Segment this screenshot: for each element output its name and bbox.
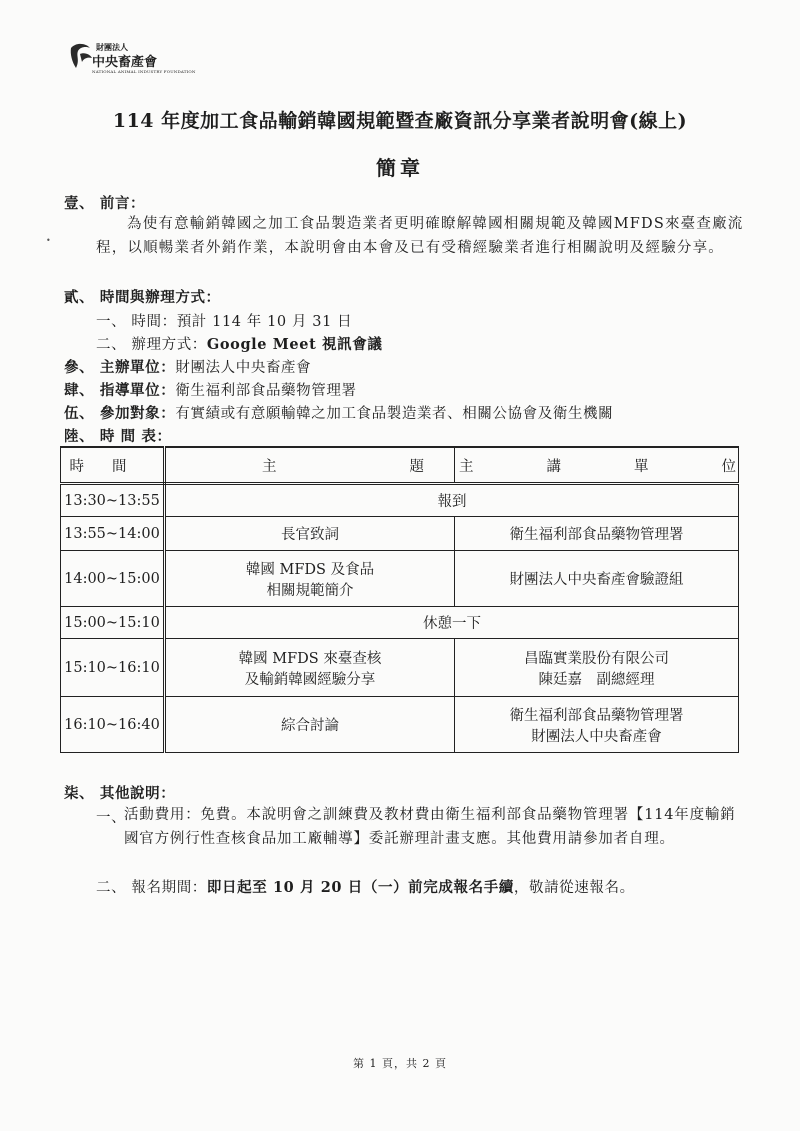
table-row bbox=[61, 484, 739, 517]
row-topic: 綜合討論 bbox=[165, 697, 455, 753]
row-merged: 報到 bbox=[165, 484, 739, 517]
row-topic: 韓國 MFDS 及食品 相關規範簡介 bbox=[165, 551, 455, 607]
section-1-heading: 壹、 前言： bbox=[64, 195, 146, 212]
section-2-item-2-label: 二、 辦理方式： bbox=[96, 337, 207, 353]
row-time: 13:55~14:00 bbox=[61, 517, 165, 551]
schedule-table bbox=[60, 446, 739, 753]
row-speaker: 昌臨實業股份有限公司 陳廷嘉 副總經理 bbox=[455, 639, 739, 697]
header-time: 時間 bbox=[61, 447, 165, 484]
row-speaker: 財團法人中央畜產會驗證組 bbox=[455, 551, 739, 607]
section-5-value: 有實績或有意願輸韓之加工食品製造業者、相關公協會及衛生機關 bbox=[175, 406, 614, 422]
row-time: 15:00~15:10 bbox=[61, 607, 165, 639]
section-1-body: 為使有意輸銷韓國之加工食品製造業者更明確瞭解韓國相關規範及韓國MFDS來臺查廠流程，以順暢業者外銷作業，本說明會由本會及已有受稽經驗業者進行相關說明及經驗分享。 bbox=[96, 216, 744, 256]
row-time: 16:10~16:40 bbox=[61, 697, 165, 753]
section-7-item-2 bbox=[96, 876, 635, 897]
section-7-heading: 柒、 其他說明： bbox=[64, 785, 176, 802]
row-time: 15:10~16:10 bbox=[61, 639, 165, 697]
header-topic: 主 題 bbox=[165, 447, 455, 484]
foundation-logo bbox=[68, 40, 196, 80]
section-7-item-2-note: ，敬請從速報名。 bbox=[513, 880, 635, 896]
section-6-heading: 陸、 時 間 表： bbox=[64, 428, 172, 445]
row-topic: 韓國 MFDS 來臺查核 及輸銷韓國經驗分享 bbox=[165, 639, 455, 697]
logo-line-2: 中央畜產會 bbox=[92, 55, 158, 70]
section-4-heading: 肆、 指導單位： bbox=[64, 382, 176, 399]
margin-dot: • bbox=[46, 236, 51, 245]
document-subtitle: 簡章 bbox=[376, 156, 424, 180]
row-speaker: 衛生福利部食品藥物管理署 財團法人中央畜產會 bbox=[455, 697, 739, 753]
logo-line-1: 財團法人 bbox=[96, 42, 128, 52]
row-time: 14:00~15:00 bbox=[61, 551, 165, 607]
section-4-value: 衛生福利部食品藥物管理署 bbox=[175, 383, 357, 399]
section-4 bbox=[64, 379, 357, 400]
table-row bbox=[61, 697, 739, 753]
section-3-heading: 參、 主辦單位： bbox=[64, 359, 176, 376]
section-7-item-1: 活動費用：免費。本說明會之訓練費及教材費由衛生福利部食品藥物管理署【114年度輸銷國官方例行性查核食品加工廠輔導】委託辦理計畫支應。其他費用請參加者自理。 bbox=[124, 807, 736, 847]
row-speaker: 衛生福利部食品藥物管理署 bbox=[455, 517, 739, 551]
document-title: 114 年度加工食品輸銷韓國規範暨查廠資訊分享業者說明會(線上) bbox=[112, 110, 688, 132]
table-row bbox=[61, 607, 739, 639]
section-2-item-1: 一、 時間：預計 114 年 10 月 31 日 bbox=[96, 314, 353, 330]
logo-emblem-icon bbox=[68, 42, 94, 72]
section-3-value: 財團法人中央畜產會 bbox=[175, 360, 312, 376]
section-7-item-2-deadline: 即日起至 10 月 20 日（一）前完成報名手續 bbox=[206, 879, 514, 896]
table-row bbox=[61, 517, 739, 551]
section-3 bbox=[64, 356, 311, 377]
schedule-header-row bbox=[61, 447, 739, 484]
section-2-item-2-value: Google Meet 視訊會議 bbox=[206, 336, 383, 353]
row-time: 13:30~13:55 bbox=[61, 484, 165, 517]
section-7-item-2-label: 二、 報名期間： bbox=[96, 880, 207, 896]
row-merged: 休憩一下 bbox=[165, 607, 739, 639]
section-2-item-2 bbox=[96, 333, 382, 354]
table-row bbox=[61, 639, 739, 697]
section-5 bbox=[64, 402, 613, 423]
section-5-heading: 伍、 參加對象： bbox=[64, 405, 176, 422]
row-topic: 長官致詞 bbox=[165, 517, 455, 551]
page-number: 第 1 頁，共 2 頁 bbox=[353, 1057, 447, 1070]
section-2-heading: 貳、 時間與辦理方式： bbox=[64, 289, 221, 306]
logo-line-3: NATIONAL ANIMAL INDUSTRY FOUNDATION bbox=[92, 69, 196, 74]
header-speaker: 主 講 單 位 bbox=[455, 447, 739, 484]
section-7-item-1-number: 一、 bbox=[96, 810, 127, 826]
table-row bbox=[61, 551, 739, 607]
